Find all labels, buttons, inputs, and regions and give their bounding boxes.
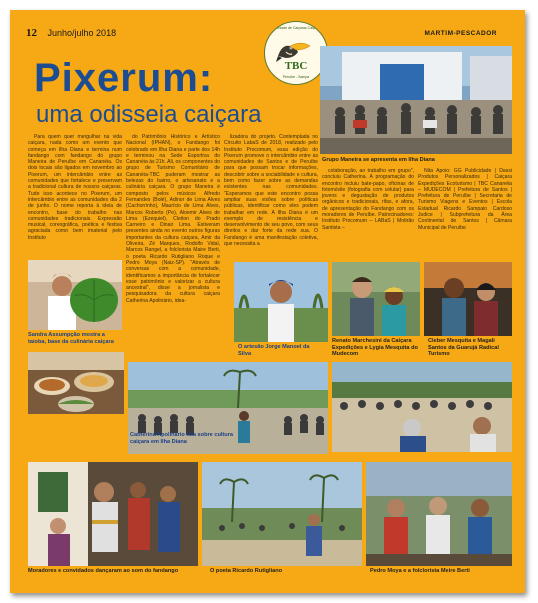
logo-ring-bottom: Peruíbe - Sampa	[282, 75, 310, 79]
article-paragraph: do Patrimônio Histórico e Artístico Nacional (IPHAN), o Fandango foi celebrado em Ilha Diana e parte dos 14h e terminou na Sede Esportiva do Cananéia às 21h. Ali, os componentes do grupo de Turismo Comunitário de Cananéia-TBC puderam mostrar as belezas do bairro, o artesanato e a culinária caiçara. O grupo Maneira é composto pelos músicos Alfredo Fernandes (Bolé), Adinor de Lima Alves (Cachorrinho), Maurício de Lima Alves, Marcos Roberto (Pe), Aloemir Alves de Lima (Ezequiel), Cleiton do Prado Carneiro e Dinair Lima. Estiveram presentes ainda no evento outros figuras importantes da cultura caiçara, Amir da Oliveira, Zé Marques, Rodolfo Vidal, Marcos Rangel, a folclorista Maire Berti, o poeta Ricardo Rutigliano Roque e Pedro Moya (Naiz-SP). "Através de conversas com a comunidade, identificamos a importância de fortalecer esse patrimônio e valorizar a cultura ancestral", disse a jornalista e pesquisadora da cultura caiçara Catherina Apolinário, idea-	[126, 134, 220, 304]
article-column-5	[418, 168, 512, 258]
article-column-1	[28, 134, 122, 258]
caption-pedro: Pedro Moya e a folclorista Meire Berti	[370, 568, 470, 574]
photo-sandra	[28, 260, 122, 330]
photo-cleber	[424, 262, 512, 336]
tbc-toucan-logo	[264, 21, 328, 85]
caption-renato: Renato Marchesini da Caiçara Expedições e Lygia Mesquita do Mudecom	[332, 338, 418, 358]
photo-renato	[332, 262, 420, 336]
caption-poeta: O poeta Ricardo Rutigliano	[210, 568, 283, 574]
page-header	[26, 27, 116, 39]
article-paragraph: Para quem quer mergulhar na vida caiçara, nada como um evento que começa em Ilha Diana e termina num fandango com fandango do grupo Maneira de Peruíbe em Cananéia. Os dois locais são ligados em novembro ao Pixerum, um intercâmbio entre as comunidades que fortalece e preservam a tradicional cultura de nossos caiçaras. Tudo isso acontece no Pixerum, um intercâmbio entre as comunidades dia 2 de junho. O nome reporta à ideia de encontro, base do trabalho nas comunidades tradicionais. Expressão musical, coreográfica, poética e festiva agraciada como bem imaterial pelo Instituto	[28, 134, 122, 241]
newspaper-page	[10, 10, 525, 593]
caption-sandra: Sandra Assumpção mostra a taioba, base da culinária caiçara	[28, 332, 114, 345]
logo-ring-text: Sociedade de Caiçaras Caiçaras	[270, 26, 322, 30]
caption-jorge: O artesão Jorge Manoel da Silva	[238, 344, 310, 357]
photo-circle-meeting	[332, 362, 512, 452]
section-name: MARTIM-PESCADOR	[424, 30, 497, 37]
photo-grupo-maneira	[320, 46, 512, 154]
caption-catherina: Catherina Apolinário fala sobre cultura caiçara em Ilha Diana	[130, 432, 233, 445]
article-column-2	[126, 134, 220, 356]
article-column-4	[322, 168, 414, 258]
caption-moradores: Moradores e convidados dançaram ao som do fandango	[28, 568, 179, 574]
issue-date: Junho/julho 2018	[47, 28, 117, 38]
photo-poeta	[202, 462, 362, 566]
photo-moradores	[28, 462, 198, 566]
article-paragraph: Nita Apoio: GG Publicidade | Dassi Produtos Personalizados | Caiçara Expedições Ecoturismo | TBC Cananéia – MUDECOM | Prefeitura de Santos | Prefeitura de Peruíbe | Secretaria de Turismo Viagens e Eventos | Escola Estadual Ricardo Sampaio Cardoso Judice | Subprefeitura da Área Continental de Santos | Câmara Municipal de Peruíbe	[418, 168, 512, 231]
logo-name: TBC	[284, 60, 308, 72]
photo-jorge	[234, 262, 328, 342]
subheadline: uma odisseia caiçara	[36, 101, 262, 128]
caption-cleber: Cleber Mesquita e Magali Santos da Guarujá Radical Turismo	[428, 338, 499, 358]
caption-grupo-maneira: Grupo Maneira se apresenta em Ilha Diana	[322, 157, 435, 163]
photo-food	[28, 352, 124, 414]
photo-pedro	[366, 462, 512, 566]
page-number: 12	[26, 27, 37, 39]
article-paragraph: lizadora do projeto. Contemplada no Circuito LabaS de 2018, realizado pelo Instituto Procomum, essa edição do Pixerum promove o intercâmbio entre as comunidades de Santos e de Peruíbe para que possam trocar informações, descobrir sobre a sociabilidade e cultura, bem como fazer sobre as demandas existentes nas comunidades. "Esperamos que este encontro possa ampliar suas visões sobre políticas públicas, identificar como eles podem trabalhar em rede. A Ilha Diana é um exemplo de resistência e desenvolvimento de seu povo, com seus direitos e dar forte da rede sua. O Fandango é uma manifestação coletiva, que necessita a	[224, 134, 318, 248]
article-column-3	[224, 134, 318, 258]
article-paragraph: colaboração, ao trabalho em grupo", concluiu Catherina. A programação do encontro incluiu bate-papo, oficinas de fotomóvile (fotografia com celular) para jovens e degustação de produtos orgânicos e tradicionais, rifas, e afora, de apresentação do Fandango com os moradores de Peruíbe. Patrocinadores: Instituto Procomum – LABaS | Motirão Santista –	[322, 168, 414, 231]
headline: Pixerum:	[34, 56, 214, 100]
